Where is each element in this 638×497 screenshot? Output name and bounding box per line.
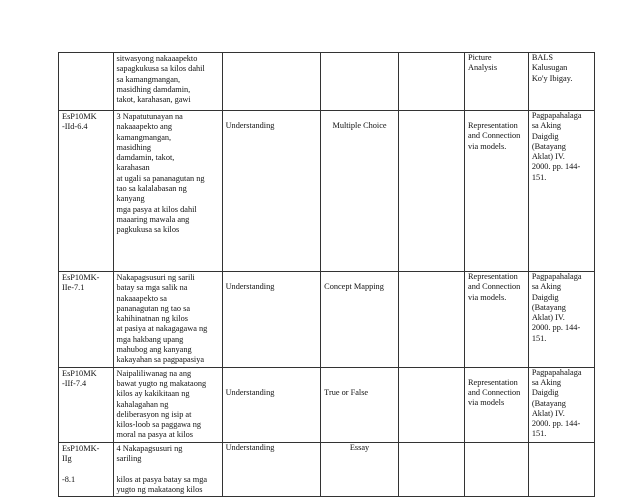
cell-line: karahasan: [116, 163, 150, 173]
cell-line: maaaring mawala ang: [116, 214, 190, 224]
cell-line: (Batayang: [531, 398, 566, 408]
cell-line: Analysis: [468, 63, 498, 73]
cell-line: kamangmangan,: [116, 132, 172, 142]
cell-line: 151.: [531, 172, 547, 182]
assessment-cell: [321, 53, 399, 111]
blank-cell: [398, 367, 464, 442]
strategy-cell: [465, 272, 529, 368]
table-row: [59, 111, 595, 272]
cell-line: yugto ng makataong kilos: [116, 484, 203, 494]
cell-line: -8.1: [62, 474, 76, 484]
cell-line: 151.: [531, 333, 547, 343]
cell-line: 4 Nakapagsusuri ng: [116, 443, 183, 453]
cell-line: via models: [468, 398, 505, 408]
cell-line: [117, 464, 219, 474]
cell-line: Pagpapahalaga: [531, 367, 582, 377]
resource-cell: [528, 272, 594, 368]
cell-line: masidhing: [116, 142, 152, 152]
cell-line: kakayahan sa pagpapasiya: [116, 355, 205, 365]
blank-cell: [398, 111, 464, 272]
cell-line: 2000. pp. 144-: [531, 323, 581, 333]
cell-line: bawat yugto ng makataong: [116, 378, 207, 388]
strategy-cell: [465, 111, 529, 272]
cell-line: sa Aking: [531, 121, 562, 131]
cell-line: mga hakbang upang: [116, 334, 184, 344]
cell-line: -IId-6.4: [62, 122, 88, 132]
cell-line: at pasiya at nakagagawa ng: [116, 324, 208, 334]
cell-line: IIe-7.1: [62, 283, 85, 293]
cell-line: Naipaliliwanag na ang: [116, 368, 192, 378]
cell-line: kilos-loob sa paggawa ng: [116, 420, 202, 430]
cell-line: moral na pasya at kilos: [116, 430, 194, 440]
cell-line: 3 Napatutunayan na: [116, 112, 183, 121]
cell-line: Daigdig: [531, 131, 559, 141]
assessment-cell: [321, 442, 399, 496]
table-row: [59, 272, 595, 368]
cell-line: sa Aking: [531, 377, 562, 387]
cell-line: sapagkukusa sa kilos dahil: [116, 64, 205, 74]
level-cell: [222, 53, 321, 111]
assessment-cell: [321, 111, 399, 272]
cell-line: Aklat) IV.: [531, 408, 565, 418]
cell-line: damdamin, takot,: [116, 153, 175, 163]
competency-cell: [113, 272, 222, 368]
resource-cell: [528, 53, 594, 111]
blank-cell: [398, 272, 464, 368]
cell-line: kahalagahan ng: [116, 399, 169, 409]
cell-line: and Connection: [468, 131, 521, 141]
cell-line: via models.: [468, 141, 507, 151]
cell-line: (Batayang: [531, 141, 566, 151]
level-text: Understanding: [225, 387, 275, 397]
level-text: Understanding: [225, 121, 275, 130]
cell-line: via models.: [468, 292, 507, 302]
competency-table: [58, 52, 595, 497]
cell-line: Pagpapahalaga: [531, 272, 582, 281]
cell-line: Representation: [468, 272, 518, 281]
strategy-cell: [465, 442, 529, 496]
cell-line: Ko'y Ibigay.: [531, 73, 573, 83]
competency-cell: [113, 111, 222, 272]
cell-line: takot, karahasan, gawi: [116, 95, 191, 105]
cell-line: kahihinatnan ng kilos: [116, 314, 188, 324]
assessment-text: Essay: [349, 442, 370, 452]
level-cell: [222, 367, 321, 442]
blank-cell: [398, 442, 464, 496]
assessment-text: Concept Mapping: [324, 282, 384, 291]
cell-line: and Connection: [468, 282, 521, 292]
cell-line: kilos ay kakikitaan ng: [116, 389, 190, 399]
code-cell: [59, 272, 114, 368]
cell-line: sa Aking: [531, 282, 562, 292]
code-cell: [59, 53, 114, 111]
cell-line: [62, 464, 110, 474]
assessment-cell: [321, 272, 399, 368]
cell-line: at ugali sa pananagutan ng: [116, 173, 205, 183]
cell-line: 2000. pp. 144-: [531, 419, 581, 429]
cell-line: Picture: [468, 53, 492, 62]
competency-cell: [113, 442, 222, 496]
cell-line: BALS: [531, 53, 554, 62]
strategy-cell: [465, 53, 529, 111]
cell-line: batay sa mga salik na: [116, 283, 188, 293]
competency-cell: [113, 53, 222, 111]
cell-line: EsP10MK: [62, 368, 97, 378]
strategy-cell: [465, 367, 529, 442]
cell-line: mahubog ang kanyang: [116, 345, 192, 355]
cell-line: EsP10MK-: [62, 443, 100, 453]
cell-line: EsP10MK-: [62, 273, 100, 282]
cell-line: sariling: [116, 454, 142, 464]
table-row: [59, 442, 595, 496]
assessment-text: True or False: [324, 387, 369, 397]
cell-line: 2000. pp. 144-: [531, 162, 581, 172]
cell-line: nakaaapekto sa: [116, 293, 167, 303]
level-cell: [222, 111, 321, 272]
cell-line: (Batayang: [531, 302, 566, 312]
cell-line: -IIf-7.4: [62, 378, 87, 388]
resource-cell: [528, 442, 594, 496]
cell-line: pagkukusa sa kilos: [116, 225, 180, 235]
cell-line: Aklat) IV.: [531, 152, 565, 162]
cell-line: Aklat) IV.: [531, 313, 565, 323]
level-cell: [222, 442, 321, 496]
competency-cell: [113, 367, 222, 442]
cell-line: IIg: [62, 454, 72, 464]
table-row: [59, 367, 595, 442]
resource-cell: [528, 367, 594, 442]
cell-line: masidhing damdamin,: [116, 84, 191, 94]
blank-cell: [398, 53, 464, 111]
cell-line: nakaaapekto ang: [116, 122, 173, 132]
assessment-cell: [321, 367, 399, 442]
cell-line: Nakapagsusuri ng sarili: [116, 273, 195, 282]
table-row: [59, 53, 595, 111]
cell-line: kanyang: [116, 194, 145, 204]
code-cell: [59, 367, 114, 442]
cell-line: Representation: [468, 377, 518, 387]
cell-line: tao sa kalalabasan ng: [116, 184, 187, 194]
code-cell: [59, 442, 114, 496]
cell-line: mga pasya at kilos dahil: [116, 204, 197, 214]
cell-line: kilos at pasya batay sa mga: [116, 474, 208, 484]
cell-line: EsP10MK: [62, 112, 97, 121]
cell-line: sa kamangmangan,: [116, 74, 181, 84]
cell-line: sitwasyong nakaaapekto: [116, 54, 198, 63]
assessment-text: Multiple Choice: [332, 121, 387, 130]
cell-line: and Connection: [468, 387, 521, 397]
resource-cell: [528, 111, 594, 272]
cell-line: Daigdig: [531, 292, 559, 302]
level-text: Understanding: [225, 442, 275, 452]
cell-line: Kalusugan: [531, 63, 568, 73]
cell-line: Representation: [468, 121, 518, 130]
cell-line: Pagpapahalaga: [531, 111, 582, 120]
cell-line: Daigdig: [531, 388, 559, 398]
level-cell: [222, 272, 321, 368]
level-text: Understanding: [225, 282, 275, 291]
cell-line: deliberasyon ng isip at: [116, 409, 192, 419]
code-cell: [59, 111, 114, 272]
cell-line: pananagutan ng tao sa: [116, 303, 191, 313]
cell-line: 151.: [531, 429, 547, 439]
